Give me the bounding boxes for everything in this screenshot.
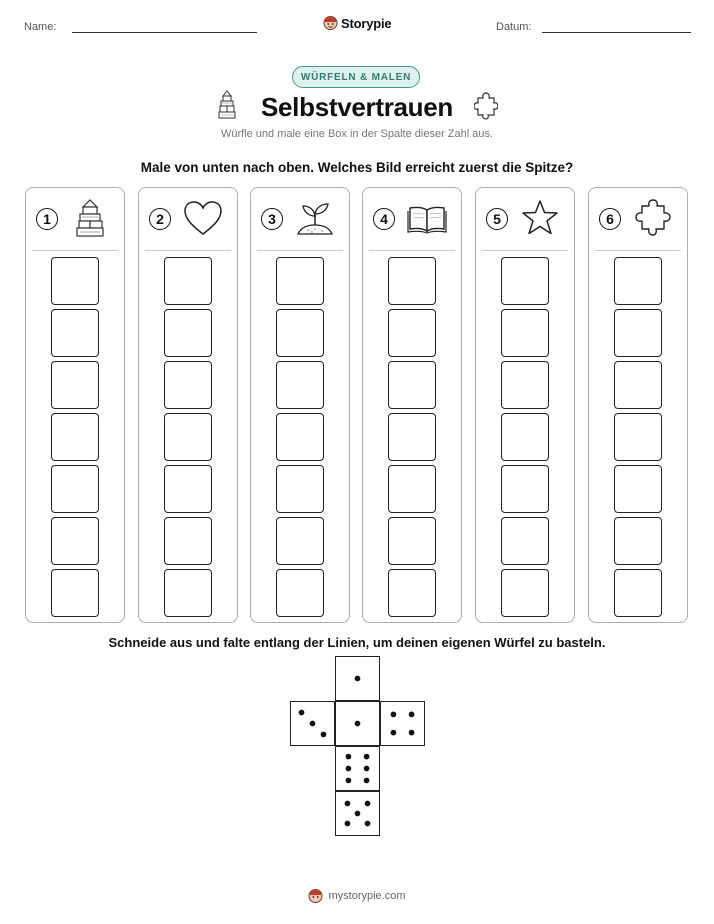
star-icon [520, 198, 560, 238]
die-face-bottom [335, 791, 380, 836]
page-title: Selbstvertrauen [260, 92, 454, 122]
color-box[interactable] [388, 413, 436, 461]
date-line [542, 32, 691, 33]
pips-three [291, 702, 334, 745]
color-box[interactable] [51, 569, 99, 617]
column-header [363, 188, 461, 250]
die-face-left [290, 701, 335, 746]
logo-text: Storypie [341, 15, 392, 31]
color-box[interactable] [614, 309, 662, 357]
color-box[interactable] [614, 257, 662, 305]
column-number: 5 [486, 208, 508, 230]
column-number: 1 [36, 208, 58, 230]
subtitle: Würfle und male eine Box in der Spalte dieser Zahl aus. [220, 128, 494, 140]
color-box[interactable] [164, 257, 212, 305]
color-box[interactable] [276, 569, 324, 617]
column-2 [138, 187, 238, 623]
sprout-icon [295, 198, 335, 238]
color-box[interactable] [501, 569, 549, 617]
column-divider [482, 250, 568, 251]
color-box[interactable] [276, 413, 324, 461]
column-divider [369, 250, 455, 251]
color-box[interactable] [388, 257, 436, 305]
column-header [139, 188, 237, 250]
column-divider [595, 250, 681, 251]
pips-one [336, 657, 379, 700]
pips-six [336, 747, 379, 790]
column-number: 3 [261, 208, 283, 230]
column-1 [25, 187, 125, 623]
column-5 [475, 187, 575, 623]
color-box[interactable] [614, 569, 662, 617]
color-box[interactable] [388, 361, 436, 409]
storypie-mascot-icon [323, 15, 338, 31]
pips-five [336, 792, 379, 835]
color-box[interactable] [388, 465, 436, 513]
footer-url[interactable]: mystorypie.com [328, 890, 406, 902]
column-4 [362, 187, 462, 623]
color-box[interactable] [501, 465, 549, 513]
puzzle-piece-icon [633, 198, 673, 238]
color-box[interactable] [51, 309, 99, 357]
color-box[interactable] [51, 413, 99, 461]
color-box[interactable] [164, 569, 212, 617]
open-book-icon [407, 198, 447, 238]
block-tower-icon [70, 198, 110, 238]
name-label: Name: [24, 21, 57, 33]
color-box[interactable] [388, 569, 436, 617]
color-box[interactable] [276, 257, 324, 305]
color-box[interactable] [164, 361, 212, 409]
pips-one [336, 702, 379, 745]
color-box[interactable] [388, 517, 436, 565]
die-face-top [335, 656, 380, 701]
color-box[interactable] [164, 309, 212, 357]
category-badge: WÜRFELN & MALEN [292, 66, 420, 88]
column-6 [588, 187, 688, 623]
storypie-mascot-icon [308, 888, 323, 904]
column-header [251, 188, 349, 250]
pips-four [381, 702, 424, 745]
color-box[interactable] [51, 361, 99, 409]
color-box[interactable] [388, 309, 436, 357]
heart-icon [183, 198, 223, 238]
column-number: 2 [149, 208, 171, 230]
name-line [72, 32, 257, 33]
color-box[interactable] [164, 517, 212, 565]
color-box[interactable] [276, 517, 324, 565]
column-number: 6 [599, 208, 621, 230]
footer [0, 888, 714, 904]
die-face-lower [335, 746, 380, 791]
puzzle-piece-icon [474, 92, 498, 120]
color-box[interactable] [501, 309, 549, 357]
instruction-text: Male von unten nach oben. Welches Bild erreicht zuerst die Spitze? [140, 160, 574, 175]
color-box[interactable] [614, 361, 662, 409]
date-label: Datum: [496, 21, 532, 33]
die-face-right [380, 701, 425, 746]
column-divider [145, 250, 231, 251]
color-box[interactable] [164, 413, 212, 461]
column-header [476, 188, 574, 250]
color-box[interactable] [501, 361, 549, 409]
color-box[interactable] [276, 361, 324, 409]
color-box[interactable] [51, 517, 99, 565]
color-box[interactable] [276, 309, 324, 357]
column-3 [250, 187, 350, 623]
color-box[interactable] [614, 465, 662, 513]
color-box[interactable] [614, 517, 662, 565]
color-box[interactable] [501, 413, 549, 461]
color-box[interactable] [164, 465, 212, 513]
color-box[interactable] [501, 517, 549, 565]
cut-instruction: Schneide aus und falte entlang der Linien, um deinen eigenen Würfel zu basteln. [108, 635, 606, 650]
color-box[interactable] [51, 465, 99, 513]
column-header [26, 188, 124, 250]
column-divider [32, 250, 118, 251]
column-divider [257, 250, 343, 251]
color-box[interactable] [614, 413, 662, 461]
die-face-center [335, 701, 380, 746]
color-box[interactable] [51, 257, 99, 305]
column-number: 4 [373, 208, 395, 230]
color-box[interactable] [501, 257, 549, 305]
storypie-logo [323, 14, 391, 32]
column-header [589, 188, 687, 250]
color-box[interactable] [276, 465, 324, 513]
